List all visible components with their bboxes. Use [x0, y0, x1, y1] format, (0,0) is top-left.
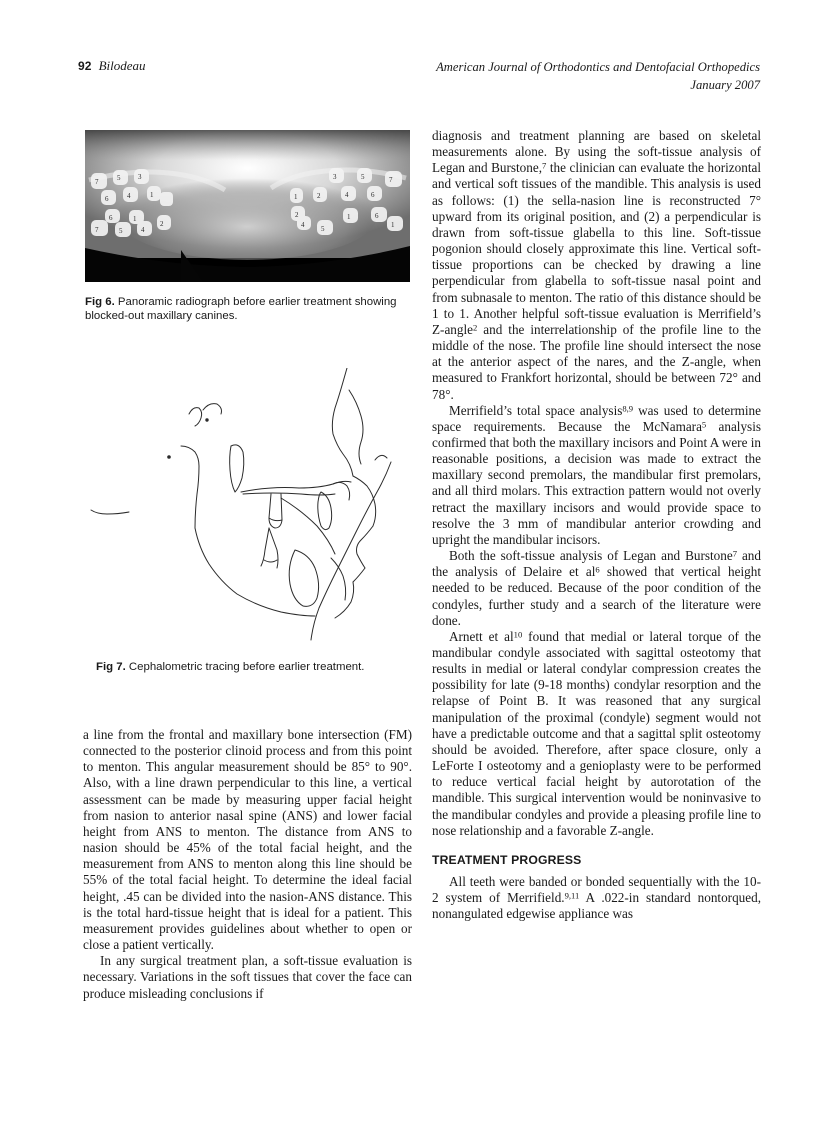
- left-column-paragraph: a line from the frontal and maxillary bone intersection (FM) connected to the posterior clinoid process and from this point to menton. This angular measurement should be 85° to 90°. Also, with a line drawn perpendicular to this line, a vertical assessment can be made by measuring upper facial height from nasion to anterior nasal spine (ANS) and lower facial height from ANS to menton. The distance from ANS to nasion should be 45% of the total facial height, and the measurement from ANS to menton along this line should be 55% of the total facial height. To determine the ideal facial height, .45 can be divided into the nasion-ANS distance. This is the total hard-tissue height that is ideal for a patient. This measurement provides guidelines about whether to open or close a patient vertically.: [83, 727, 412, 953]
- svg-text:7: 7: [95, 226, 99, 234]
- figure-6-caption-text: Panoramic radiograph before earlier treatment showing blocked-out maxillary canines.: [85, 296, 397, 323]
- svg-text:4: 4: [141, 226, 145, 234]
- figure-6-label: Fig 6.: [85, 296, 115, 308]
- svg-text:5: 5: [119, 227, 123, 235]
- left-column-paragraph: In any surgical treatment plan, a soft-tissue evaluation is necessary. Variations in the soft tissues that cover the face can produce misleading conclusions if: [83, 953, 412, 1001]
- right-column-paragraph: Both the soft-tissue analysis of Legan and Burstone$^7$ and the analysis of Delaire et $al^6$ showed that vertical height needed to be reduced. Because of the poor condition of the condyles, further study and a search of the literature were done.: [432, 548, 761, 628]
- svg-text:1: 1: [391, 221, 395, 229]
- figure-6-caption: [85, 295, 407, 324]
- svg-text:5: 5: [361, 173, 365, 181]
- reference-superscript[interactable]: 7: [732, 548, 737, 559]
- reference-superscript[interactable]: 8,9: [622, 403, 634, 414]
- svg-text:3: 3: [138, 173, 142, 181]
- running-head-left: [78, 58, 146, 74]
- running-head: [78, 58, 760, 104]
- svg-text:4: 4: [345, 191, 349, 199]
- figure-7-caption-text: Cephalometric tracing before earlier treatment.: [128, 661, 365, 673]
- svg-text:1: 1: [150, 191, 154, 199]
- panoramic-radiograph-image: [85, 130, 410, 282]
- svg-text:5: 5: [117, 174, 121, 182]
- section-heading-treatment-progress: TREATMENT PROGRESS: [432, 852, 582, 867]
- right-column-post-heading-paragraphs: [432, 874, 761, 922]
- right-column-paragraph: All teeth were banded or bonded sequentially with the 10-2 system of Merrifield.$^{9,11}$ A .022-in standard nontorqued, nonangulated edgewise appliance was: [432, 874, 761, 922]
- right-column-paragraph: Merrifield’s total space analysis$^{8,9}$ was used to determine space requirements. Because the McNamara$^5$ analysis confirmed that both the maxillary incisors and Point A were in reasonable positions, a decision was made to extract the maxillary second premolars, the mandibular first premolars, and all third molars. This extraction pattern would not overly retract the maxillary incisors and would provide space to resolve the 3 mm of mandibular anterior crowding and upright the mandibular incisors.: [432, 402, 761, 547]
- reference-superscript[interactable]: 7: [542, 160, 547, 171]
- svg-text:2: 2: [317, 192, 321, 200]
- reference-superscript[interactable]: 9,11: [564, 890, 580, 901]
- svg-text:1: 1: [133, 215, 137, 223]
- figure-7-caption: [96, 660, 406, 674]
- svg-text:2: 2: [295, 211, 299, 219]
- reference-superscript[interactable]: 6: [595, 564, 600, 575]
- svg-text:2: 2: [160, 220, 164, 228]
- journal-title: American Journal of Orthodontics and Dentofacial Orthopedics: [436, 60, 760, 74]
- running-head-right: [436, 58, 760, 94]
- reference-superscript[interactable]: 10: [513, 629, 523, 640]
- svg-text:4: 4: [127, 192, 131, 200]
- figure-7-label: Fig 7.: [96, 661, 126, 673]
- svg-text:1: 1: [347, 213, 351, 221]
- issue-date: January 2007: [690, 78, 760, 92]
- svg-text:1: 1: [294, 193, 298, 201]
- svg-text:6: 6: [109, 214, 113, 222]
- svg-text:7: 7: [95, 178, 99, 186]
- body-column-left: [83, 727, 412, 1002]
- reference-superscript[interactable]: 5: [701, 419, 707, 430]
- svg-text:4: 4: [301, 221, 305, 229]
- svg-text:7: 7: [389, 176, 393, 184]
- svg-text:5: 5: [321, 225, 325, 233]
- svg-text:6: 6: [105, 195, 109, 203]
- right-column-paragraph: Arnett et $al^{10}$ found that medial or lateral torque of the mandibular condyle associated with sagittal osteotomy that results in medial or lateral condylar compression creates the possibility for late (9-18 months) condylar resorption and the relapse of Point B. It was reasoned that any surgical manipulation of the proximal (condyle) segment would not have a predictable outcome and that a sagittal split osteotomy should be avoided. Therefore, after space closure, only a LeForte I osteotomy and a genioplasty were to be performed to reduce vertical facial height by autorotation of the mandible. This surgical intervention would be noninvasive to the mandibular condyles and provide a pleasing profile line to nose relationship and a favorable Z-angle.: [432, 628, 761, 838]
- figure-7: [85, 368, 410, 650]
- page-number: 92: [78, 59, 92, 73]
- svg-text:6: 6: [371, 191, 375, 199]
- svg-text:3: 3: [333, 173, 337, 181]
- svg-text:6: 6: [375, 212, 379, 220]
- reference-superscript[interactable]: 2: [473, 322, 478, 333]
- right-column-paragraph: diagnosis and treatment planning are based on skeletal measurements alone. By using the soft-tissue analysis of Legan and Burstone,$^7$ the clinician can evaluate the horizontal and vertical soft tissues of the mandible. This analysis is used as follows: (1) the sella-nasion line is reconstructed 7° upward from its original position, and (2) a perpendicular is drawn from soft-tissue glabella to this line. Soft-tissue pogonion should closely approximate this line. Vertical soft-tissue proportions can be checked by drawing a line perpendicular from glabella to soft-tissue nasal point and from subnasale to menton. The ratio of this distance should be 1 to 1. Another helpful soft-tissue evaluation is Merrifield’s Z-angle$^2$ and the interrelationship of the profile line to the middle of the nose. The profile line should intersect the nose at the anterior aspect of the nares, and the Z-angle, when measured to Frankfort horizontal, should be between 72° and 78°.: [432, 128, 761, 402]
- body-column-right: [432, 128, 761, 923]
- figure-6: [85, 130, 410, 282]
- cephalometric-tracing-image: [85, 368, 410, 650]
- right-column-paragraphs: [432, 128, 761, 839]
- running-head-author: Bilodeau: [98, 58, 146, 73]
